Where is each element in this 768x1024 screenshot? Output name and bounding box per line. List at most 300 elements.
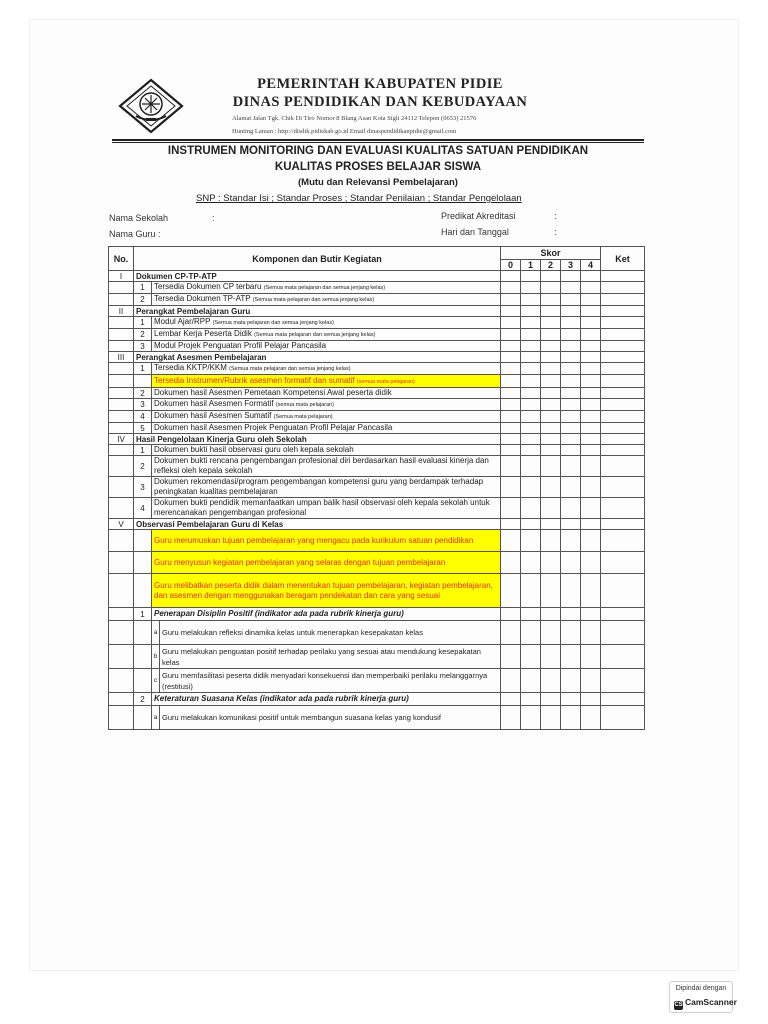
score-cell: [541, 608, 561, 621]
score-cell: [541, 669, 561, 693]
evaluation-table: [108, 246, 645, 730]
score-cell: [561, 352, 581, 363]
row-no-empty: [109, 706, 134, 730]
document-subtitle: KUALITAS PROSES BELAJAR SISWA: [274, 161, 482, 173]
score-cell: [501, 352, 521, 363]
score-cell: [501, 388, 521, 399]
ket-cell: [601, 411, 645, 423]
subsection-note: (indikator ada pada rubrik kinerja guru): [254, 609, 404, 618]
score-cell: [561, 375, 581, 388]
score-cell: [521, 608, 541, 621]
header-divider: [112, 139, 644, 141]
score-cell: [501, 608, 521, 621]
row-num-empty: [134, 552, 152, 574]
score-cell: [521, 282, 541, 294]
row-no-empty: [109, 498, 134, 519]
subitem-text: Guru melakukan penguatan positif terhadap perilaku yang sesuai atau mendukung kesepakatan kelas: [160, 645, 501, 669]
section-number: II: [109, 306, 134, 317]
score-cell: [541, 423, 561, 434]
skor-2: 2: [541, 260, 561, 271]
item-text: [152, 423, 501, 434]
ket-cell: [601, 341, 645, 352]
table-row: [109, 341, 645, 352]
score-cell: [521, 341, 541, 352]
row-no-empty: [109, 477, 134, 498]
score-cell: [541, 477, 561, 498]
item-number: 2: [134, 329, 152, 341]
ket-cell: [601, 294, 645, 306]
score-cell: [501, 477, 521, 498]
table-row: [109, 434, 645, 445]
camscanner-watermark: [669, 981, 737, 1013]
section-title: Dokumen CP-TP-ATP: [134, 271, 501, 282]
item-text: [152, 363, 501, 375]
score-cell: [541, 456, 561, 477]
score-cell: [561, 282, 581, 294]
ket-cell: [601, 388, 645, 399]
score-cell: [561, 706, 581, 730]
score-cell: [581, 388, 601, 399]
item-label: Dokumen hasil Asesmen Projek Penguatan Profil Pelajar Pancasila: [154, 423, 393, 432]
item-number: 5: [134, 423, 152, 434]
subitem-text: Guru melakukan refleksi dinamika kelas untuk menerapkan kesepakatan kelas: [160, 621, 501, 645]
ket-cell: [601, 621, 645, 645]
score-cell: [521, 574, 541, 608]
score-cell: [541, 317, 561, 329]
agency-address: Alamat Jalan Tgk. Chik Di Tiro Nomor 8 Blang Asan Kota Sigli 24112 Telepon (0653) 21576: [232, 115, 477, 122]
item-text: [152, 399, 501, 411]
item-number: 1: [134, 445, 152, 456]
score-cell: [581, 423, 601, 434]
score-cell: [541, 498, 561, 519]
score-cell: [501, 456, 521, 477]
highlighted-item: [152, 552, 501, 574]
col-header-komponen: Komponen dan Butir Kegiatan: [134, 247, 501, 271]
score-cell: [521, 621, 541, 645]
ket-cell: [601, 693, 645, 706]
table-row: [109, 574, 645, 608]
row-num-empty: [134, 669, 152, 693]
row-no-empty: [109, 423, 134, 434]
score-cell: [501, 399, 521, 411]
score-cell: [581, 294, 601, 306]
ket-cell: [601, 282, 645, 294]
item-text: [152, 477, 501, 498]
ket-cell: [601, 608, 645, 621]
score-cell: [521, 363, 541, 375]
score-cell: [561, 294, 581, 306]
table-row: [109, 498, 645, 519]
score-cell: [581, 498, 601, 519]
item-number: 2: [134, 294, 152, 306]
subsection-label: Keteraturan Suasana Kelas: [154, 694, 258, 703]
ket-cell: [601, 434, 645, 445]
item-note: (Semua mata pelajaran dan semua jenjang kelas): [254, 332, 376, 338]
score-cell: [581, 706, 601, 730]
score-cell: [581, 399, 601, 411]
table-row: [109, 271, 645, 282]
score-cell: [581, 530, 601, 552]
row-num-empty: [134, 645, 152, 669]
ket-cell: [601, 456, 645, 477]
highlighted-text: Tersedia Instrumen/Rubrik asesmen formatif dan sumatif: [154, 375, 355, 385]
score-cell: [521, 434, 541, 445]
table-row: [109, 608, 645, 621]
subsection-title: [152, 608, 501, 621]
score-cell: [501, 306, 521, 317]
item-label: Dokumen hasil Asesmen Formatif: [154, 399, 274, 408]
item-text: [152, 498, 501, 519]
subsection-number: 2: [134, 693, 152, 706]
score-cell: [561, 477, 581, 498]
score-cell: [501, 375, 521, 388]
score-cell: [501, 411, 521, 423]
table-row: [109, 423, 645, 434]
score-cell: [541, 271, 561, 282]
score-cell: [541, 552, 561, 574]
table-row: [109, 388, 645, 399]
subitem-text: Guru memfasilitasi peserta didik menyadari konsekuensi dan memperbaiki perilaku melanggarnya (restitusi): [160, 669, 501, 693]
item-text: [152, 317, 501, 329]
subsection-note: (indikator ada pada rubrik kinerja guru): [259, 694, 409, 703]
score-cell: [561, 445, 581, 456]
item-label: Tersedia Dokumen TP-ATP: [154, 294, 251, 303]
score-cell: [541, 282, 561, 294]
header-divider-thin: [112, 142, 644, 143]
score-cell: [561, 388, 581, 399]
score-cell: [561, 456, 581, 477]
table-row: [109, 621, 645, 645]
item-note: (Semua mata pelajaran dan semua jenjang kelas): [229, 366, 351, 372]
table-row: [109, 375, 645, 388]
row-no-empty: [109, 669, 134, 693]
score-cell: [561, 341, 581, 352]
ket-cell: [601, 574, 645, 608]
row-no-empty: [109, 445, 134, 456]
item-number: 3: [134, 477, 152, 498]
score-cell: [521, 498, 541, 519]
score-cell: [561, 363, 581, 375]
item-label: Dokumen hasil Asesmen Sumatif: [154, 411, 272, 420]
score-cell: [561, 608, 581, 621]
score-cell: [521, 477, 541, 498]
row-no-empty: [109, 530, 134, 552]
table-row: [109, 329, 645, 341]
item-note: (Semua mata pelajaran dan semua jenjang kelas): [212, 320, 334, 326]
subitem-letter: c: [152, 669, 160, 693]
row-no-empty: [109, 456, 134, 477]
item-label: Modul Projek Penguatan Profil Pelajar Pancasila: [154, 341, 327, 350]
table-row: [109, 530, 645, 552]
row-no-empty: [109, 375, 134, 388]
ket-cell: [601, 519, 645, 530]
item-number: 4: [134, 411, 152, 423]
score-cell: [521, 552, 541, 574]
table-row: [109, 282, 645, 294]
row-no-empty: [109, 399, 134, 411]
item-label: Dokumen bukti pendidik memanfaatkan umpan balik hasil observasi oleh kepala sekolah untuk merencanakan pengembangan profesional: [154, 498, 490, 517]
score-cell: [541, 434, 561, 445]
score-cell: [521, 530, 541, 552]
score-cell: [501, 329, 521, 341]
item-label: Dokumen hasil Asesmen Pemetaan Kompetensi Awal peserta didik: [154, 388, 392, 397]
score-cell: [521, 456, 541, 477]
table-row: [109, 294, 645, 306]
score-cell: [501, 294, 521, 306]
row-no-empty: [109, 693, 134, 706]
item-label: Tersedia KKTP/KKM: [154, 363, 227, 372]
item-label: Tersedia Dokumen CP terbaru: [154, 282, 262, 291]
score-cell: [541, 519, 561, 530]
item-number: 3: [134, 399, 152, 411]
table-row: [109, 456, 645, 477]
table-row: [109, 552, 645, 574]
row-no-empty: [109, 363, 134, 375]
score-cell: [581, 271, 601, 282]
item-number: 3: [134, 341, 152, 352]
item-text: [152, 445, 501, 456]
score-cell: [501, 706, 521, 730]
item-label: Dokumen bukti rencana pengembangan profesional diri berdasarkan hasil evaluasi kinerja dan refleksi oleh kepala sekolah: [154, 456, 489, 475]
ket-cell: [601, 363, 645, 375]
score-cell: [581, 317, 601, 329]
pidie-regency-emblem-icon: [118, 78, 184, 134]
score-cell: [501, 423, 521, 434]
score-cell: [501, 669, 521, 693]
row-num-empty: [134, 621, 152, 645]
row-no-empty: [109, 388, 134, 399]
subsection-label: Penerapan Disiplin Positif: [154, 609, 253, 618]
row-no-empty: [109, 294, 134, 306]
ket-cell: [601, 645, 645, 669]
section-title: Observasi Pembelajaran Guru di Kelas: [134, 519, 501, 530]
row-no-empty: [109, 282, 134, 294]
score-cell: [521, 669, 541, 693]
highlighted-text: Guru merumuskan tujuan pembelajaran yang mengacu pada kurikulum satuan pendidikan: [154, 535, 474, 545]
ket-cell: [601, 445, 645, 456]
score-cell: [561, 423, 581, 434]
item-number: 2: [134, 388, 152, 399]
score-cell: [501, 341, 521, 352]
score-cell: [521, 271, 541, 282]
score-cell: [581, 363, 601, 375]
skor-3: 3: [561, 260, 581, 271]
table-row: [109, 352, 645, 363]
ket-cell: [601, 498, 645, 519]
row-num-empty: [134, 375, 152, 388]
score-cell: [561, 411, 581, 423]
table-row: [109, 306, 645, 317]
score-cell: [541, 352, 561, 363]
score-cell: [501, 317, 521, 329]
subitem-letter: a: [152, 706, 160, 730]
score-cell: [501, 445, 521, 456]
item-text: [152, 411, 501, 423]
date-label: Hari dan Tanggal: [441, 227, 509, 237]
snp-standards: SNP : Standar Isi ; Standar Proses ; Standar Penilaian ; Standar Pengelolaan: [196, 193, 522, 204]
section-title: Perangkat Asesmen Pembelajaran: [134, 352, 501, 363]
score-cell: [581, 434, 601, 445]
score-cell: [561, 434, 581, 445]
score-cell: [541, 706, 561, 730]
score-cell: [561, 669, 581, 693]
score-cell: [501, 282, 521, 294]
scanned-with-label: Dipindai dengan: [675, 985, 727, 992]
skor-0: 0: [501, 260, 521, 271]
table-row: [109, 519, 645, 530]
score-cell: [581, 445, 601, 456]
score-cell: [521, 375, 541, 388]
score-cell: [561, 693, 581, 706]
item-number: 4: [134, 498, 152, 519]
table-row: [109, 477, 645, 498]
score-cell: [581, 411, 601, 423]
highlighted-text: Guru menyusun kegiatan pembelajaran yang selaras dengan tujuan pembelajaran: [154, 557, 446, 567]
highlighted-item: [152, 574, 501, 608]
section-title: Hasil Pengelolaan Kinerja Guru oleh Sekolah: [134, 434, 501, 445]
score-cell: [501, 271, 521, 282]
table-row: [109, 445, 645, 456]
item-text: [152, 282, 501, 294]
score-cell: [581, 477, 601, 498]
table-row: [109, 706, 645, 730]
score-cell: [541, 574, 561, 608]
score-cell: [561, 552, 581, 574]
score-cell: [541, 329, 561, 341]
score-cell: [581, 645, 601, 669]
accreditation-colon: :: [554, 211, 557, 221]
score-cell: [581, 352, 601, 363]
score-cell: [581, 693, 601, 706]
score-cell: [501, 552, 521, 574]
subitem-letter: b: [152, 645, 160, 669]
item-note: (Semua mata pelajaran dan semua jenjang kelas): [252, 297, 375, 303]
highlighted-note: (semua mata pelajaran): [356, 378, 415, 385]
score-cell: [521, 388, 541, 399]
score-cell: [521, 445, 541, 456]
ket-cell: [601, 271, 645, 282]
score-cell: [501, 498, 521, 519]
row-no-empty: [109, 608, 134, 621]
camscanner-name: CamScanner: [685, 997, 737, 1007]
subitem-letter: a: [152, 621, 160, 645]
school-name-label: Nama Sekolah: [109, 213, 169, 223]
row-no-empty: [109, 574, 134, 608]
score-cell: [521, 306, 541, 317]
score-cell: [521, 399, 541, 411]
score-cell: [581, 329, 601, 341]
subitem-text: Guru melakukan komunikasi positif untuk membangun suasana kelas yang kondusif: [160, 706, 501, 730]
table-row: [109, 693, 645, 706]
table-row: [109, 317, 645, 329]
score-cell: [521, 693, 541, 706]
ket-cell: [601, 706, 645, 730]
ket-cell: [601, 399, 645, 411]
item-number: 1: [134, 317, 152, 329]
row-no-empty: [109, 411, 134, 423]
highlighted-item: [152, 530, 501, 552]
score-cell: [501, 530, 521, 552]
score-cell: [501, 693, 521, 706]
item-label: Dokumen rekomendasi/program pengembangan kompetensi guru yang berdampak terhadap peningkatan kualitas pembelajaran: [154, 477, 484, 496]
table-row: [109, 645, 645, 669]
score-cell: [581, 375, 601, 388]
highlighted-item: [152, 375, 501, 388]
item-number: 1: [134, 363, 152, 375]
score-cell: [541, 411, 561, 423]
document-title: INSTRUMEN MONITORING DAN EVALUASI KUALITAS SATUAN PENDIDIKAN: [167, 145, 589, 157]
score-cell: [561, 530, 581, 552]
score-cell: [501, 645, 521, 669]
section-title: Perangkat Pembelajaran Guru: [134, 306, 501, 317]
item-text: [152, 341, 501, 352]
score-cell: [561, 317, 581, 329]
score-cell: [521, 352, 541, 363]
score-cell: [501, 519, 521, 530]
row-no-empty: [109, 621, 134, 645]
item-label: Dokumen bukti hasil observasi guru oleh kepala sekolah: [154, 445, 354, 454]
score-cell: [581, 456, 601, 477]
score-cell: [581, 669, 601, 693]
score-cell: [501, 621, 521, 645]
skor-1: 1: [521, 260, 541, 271]
score-cell: [561, 645, 581, 669]
score-cell: [541, 693, 561, 706]
score-cell: [541, 294, 561, 306]
agency-web-email: Hunting Laman : http://disdik.pidiekab.go.id Email dinaspendidikanpidie@gmail.com: [232, 128, 457, 135]
score-cell: [541, 388, 561, 399]
subsection-title: [152, 693, 501, 706]
item-label: Lembar Kerja Peserta Didik: [154, 329, 252, 338]
ket-cell: [601, 669, 645, 693]
score-cell: [521, 411, 541, 423]
camscanner-logo-icon: CS: [674, 1002, 683, 1008]
col-header-no: No.: [109, 247, 134, 271]
item-text: [152, 388, 501, 399]
score-cell: [521, 645, 541, 669]
score-cell: [581, 552, 601, 574]
score-cell: [521, 294, 541, 306]
row-num-empty: [134, 530, 152, 552]
item-text: [152, 294, 501, 306]
section-number: IV: [109, 434, 134, 445]
score-cell: [581, 621, 601, 645]
row-no-empty: [109, 645, 134, 669]
score-cell: [541, 621, 561, 645]
item-note: (Semua mata pelajaran): [273, 414, 333, 420]
skor-4: 4: [581, 260, 601, 271]
score-cell: [581, 341, 601, 352]
ket-cell: [601, 329, 645, 341]
school-name-colon: :: [212, 213, 215, 223]
score-cell: [521, 423, 541, 434]
item-number: 1: [134, 282, 152, 294]
score-cell: [561, 329, 581, 341]
agency-name: DINAS PENDIDIKAN DAN KEBUDAYAAN: [232, 94, 528, 110]
row-num-empty: [134, 574, 152, 608]
ket-cell: [601, 423, 645, 434]
ket-cell: [601, 352, 645, 363]
score-cell: [561, 621, 581, 645]
col-header-skor: Skor: [501, 247, 601, 260]
item-note: (semua mata pelajaran): [275, 402, 334, 408]
camscanner-brand: [674, 997, 737, 1010]
ket-cell: [601, 552, 645, 574]
score-cell: [521, 706, 541, 730]
score-cell: [561, 498, 581, 519]
item-text: [152, 456, 501, 477]
score-cell: [581, 574, 601, 608]
